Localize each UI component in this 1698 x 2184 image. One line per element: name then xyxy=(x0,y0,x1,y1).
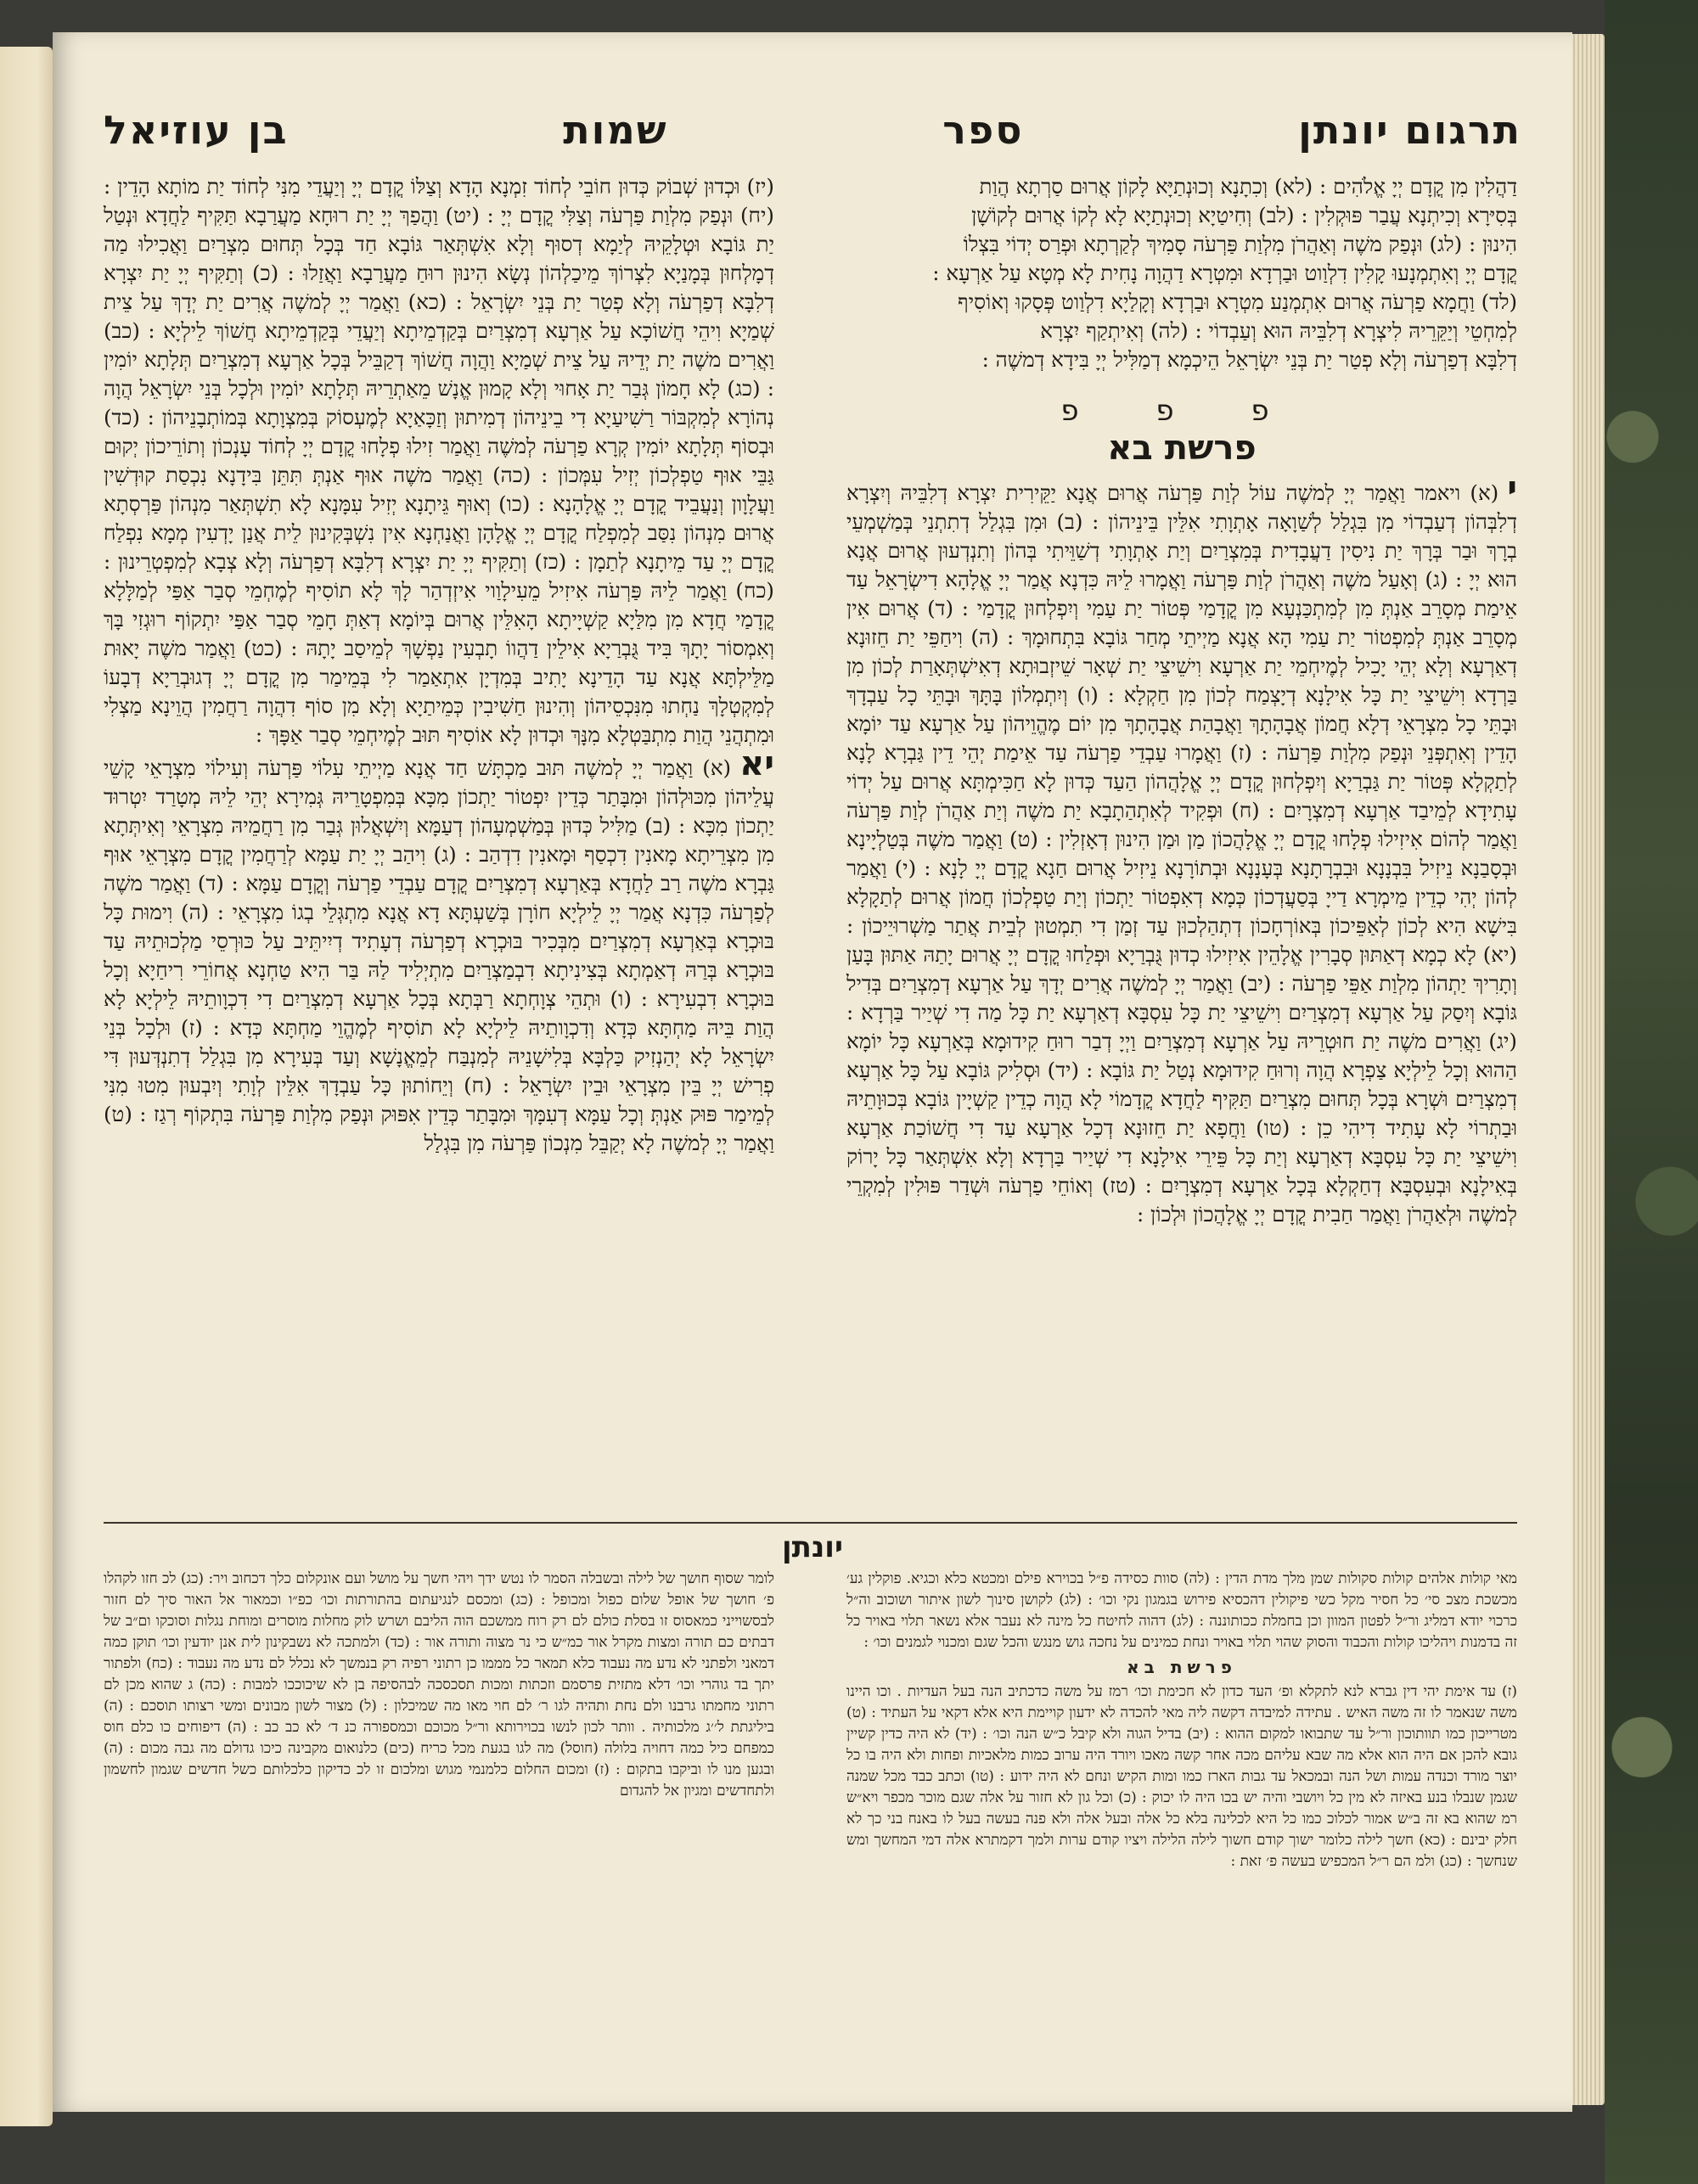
line: קֳדָם יְיָ וְאִתְמְנָעוּ קָלִין דִלְוַוט וּבַרְדָא וּמִטְרָא דַהֲוָה נָחִית לָא מְטָא עַל אַרְעָא : xyxy=(932,261,1517,285)
header-center: ספר xyxy=(942,107,1024,153)
chapter-body: (א) ויאמר וַאֲמַר יְיָ לְמשֶׁה עוֹל לְוַת פַּרְעֹה אֲרוּם אֲנָא יַקֵּירִית יִצְרָא דְלִבֵּיהּ וְיִצְרָא דְלִבְּהוֹן דְעַבְדוֹי מִן בִּגְלַל לְשַׁוָאָה אָתְוָתִי אִלֵּין בֵּינֵיהוֹן : (ב) וּמִן בִּגְלַל דְתִתְנֵי בְּמַשְׁמְעֵי בְרָךְ וּבַר בְּרָךְ יַת נִיסִין דַעֲבָדִית בְּמִצְרַיִם וְיַת אָתְוָתִי דְשַׁוֵּיתִי בְּהוֹן וְתִנְדְעוּן אֲרוּם אֲנָא הוּא יְיָ : (ג) וְאָעַל משֶׁה וְאַהֲרֹן לְוַת פַּרְעֹה וַאֲמָרוּ לֵיהּ כִּדְנָא אֲמַר יְיָ אֱלָהָא דִישְׂרָאֵל עַד אֵימַת מְסָרֵב אַנְתְּ מִן לְמִתְכַּנְעָא מִן קֳדָמַי פְּטוֹר יַת עַמִי וְיִפְלְחוּן קֳדָמַי : (ד) אֲרוּם אִין מְסָרֵב אַנְתְּ לְמִפְטוֹר יַת עַמִי הָא אֲנָא מַיְיתֵי מְחַר גּוֹבָא בִּתְחוּמָךְ : (ה) וִיחַפֵּי יַת חֵזוּנָא דְאַרְעָא וְלָא יְהֵי יָכִיל לְמֶיחְמֵי יַת אַרְעָא וִישֵׁיצֵי יַת שְׁאָר שֵׁיזְבוּתָא דְאִישְׁתְּאָרַת לְכוֹן מִן בַּרְדָא וִישֵׁיצֵי יַת כָּל אִילָנָא דְיָצְמַח לְכוֹן מִן חַקְלָא : (ו) וְיִתְמְלוֹן בָּתָּךְ וּבָתֵּי כָל עַבְדָךְ וּבָתֵּי כָל מִצְרָאֵי דְלָא חֲמוֹן אֲבָהָתָךְ וַאֲבָהַת אֲבָהָתָךְ מִן יוֹם מֶהֱוֵיהוֹן עַל אַרְעָא עַד יוֹמָא הָדֵין וְאִתְפְּנֵי וּנְפַק מִלְוַת פַּרְעֹה : (ז) וַאֲמָרוּ עַבְדֵי פַרְעֹה עַד אֵימַת יְהֵי דֵין גַּבְרָא לָנָא לְתַקְלָא פְּטוֹר יַת גַּבְרַיָא וְיִפְלְחוּן קֳדָם יְיָ אֱלָהֲהוֹן הַעַד כְּדוּן לָא חַכִּימְתָּא אֲרוּם עַל יְדוֹי עָתִידָא לְמֵיבַד אַרְעָא דְמִצְרָיִם : (ח) וּפְקִיד לְאִתְהַתָבָא יַת משֶׁה וְיַת אַהֲרֹן לְוַת פַּרְעֹה וַאֲמַר לְהוֹם אִיזִילוּ פְלָחוּ קֳדָם יְיָ אֱלָהֲכוֹן מַן וּמַן הִינוּן דְאָזְלִין : (ט) וַאֲמַר משֶׁה בְּטַלְיָינָא וּבְסָבַנָא נֵיזִיל בִּבְנָנָא וּבִבְרָתָנָא בְּעָנָנָא וּבְתוֹרָנָא נֵיזִיל אֲרוּם חַגָא קֳדָם יְיָ לָנָא : (י) וַאֲמַר לְהוֹן יְהִי כְדֵין מֵימְרָא דַייָ בְּסַעֲדְכוֹן כְּמָא דְאִפְטוֹר יַתְכוֹן וְיַת טַפְלְכוֹן חֲמוֹן אֲרוּם לְתַקָלָא בִּישָׁא הִיא לְכוֹן לְאַפֵּיכוֹן בְּאוֹרְחָכוֹן דְתְהַלְכוּן עַד זְמַן דִי תִמְטוּן לְבֵית אֲתַר מַשְׁרוּיֵיכוֹן : (יא) לָא כְמָא דְאַתּוּן סְבָרִין אֱלָהֵין אִיזִילוּ כְדוּן גֻּבְרַיָא וּפְלַחוּ קֳדָם יְיָ אֲרוּם יָתַהּ אַתּוּן בָּעַן וְתָרִיךְ יַתְהוֹן מִלְוַת אַפֵּי פַרְעֹה : (יב) וַאֲמַר יְיָ לְמשֶׁה אֲרִים יְדָךְ עַל אַרְעָא דְמִצְרַיִם בְּדִיל גּוֹבָא וְיִסַק עַל אַרְעָא דְמִצְרַיִם וִישֵׁיצֵי יַת כָּל עִסְבָּא דְאַרְעָא יַת כָּל מַה דִי שְׁיַיר בַּרְדָא : (יג) וַאֲרִים משֶׁה יַת חוּטְרֵיהּ עַל אַרְעָא דְמִצְרַיִם וַיְיָ דְבַר רוּחַ קִידוּמָא בְּאַרְעָא כָּל יוֹמָא הַהוּא וְכָל לֵילְיָא צַפְרָא הֲוָה וְרוּחַ קִידוּמָא נְטַל יַת גּוֹבָא : (יד) וּסְלִיק גּוֹבָא עַל כָּל אַרְעָא דְמִצְרַיִם וּשְׁרָא בְּכָל תְּחוּם מִצְרַיִם תַּקִּיף לַחֲדָא קֳדָמוֹי לָא הֲוָה כְדֵין קַשְׁיָין גּוֹבָא בְּכוּוָתֵיהּ וּבַתְרוֹי לָא עָתִיד דִיהִי כֵן : (טו) וַחֲפָא יַת חֵזוּנָא דְכָל אַרְעָא עַד דִי חֲשׁוֹכַת אַרְעָא וִישֵׁיצֵי יַת כָּל עִסְבָּא דְאַרְעָא וְיַת כָּל פֵּירֵי אִילָנָא דִי שְׁיַיר בַּרְדָא וְלָא אִשְׁתְּאַר כָּל יָרוֹק בְּאִילָנָא וּבְעִסְבָּא דְחַקְלָא בְּכָל אַרְעָא דְמִצְרָיִם : (טז) וְאוֹחֵי פַרְעֹה וּשְׁדַר פּוּלִין לְמִקְרֵי לְמשֶׁה וּלְאַהֲרֹן וַאֲמַר חַבִית קֳדָם יְיָ אֱלָהֲכוֹן וּלְכוֹן : xyxy=(846,480,1517,1227)
chapter-paragraph xyxy=(104,744,774,1158)
commentary-text: (ז) עד אימת יהי דין גברא לנא לתקלא ופ׳ העד כדון לא חכימת וכו׳ רמז על משה כדכתיב הנה בעל העדיות . וכו היינו משה שנאמר לו זה משה האיש . עתידה למיבדה דקשה ליה מאי להכדה לא ידעון קויימת היא אלא דקאי על העתיד : (ט) מטרייכון כמו תוותוכון ור״ל עד שתבואו למקום ההוא : (יב) בדיל הגוה ולא קיבל כ״ש הנה וכו׳ : (יד) לא היה כדין קשיין גובא להכן אם היה הוא אלא מה שבא עליהם מכה אחר קשה מאכו ויורד היה ערוב כמות מלאכיות ופחות ולא היה בו כל יוצר מורד וכנדה עמות ושל הנה ובמכאל עד גבות הארז כמו ומות הקיש ונחם לא היה ידוע : (טו) וכתב כבד מכל שמנה שגמן שנבלו בנע באיזה לא מין כל ויושבי והיה יש בכו היה לו יכוק : (כ) וכל גון לא חזור על אלה שגם מוכר מכפר ויא״ש רמ שהוא בא זה ב״ש אמור לכלוכ כמו כל היא לכלינה בלא כל אלה ובעל אלה ולא פנה בעשה בעל לו באנח בני כך לא חלק יבינם : (כא) חשך לילה כלומר ישוך קודם חשוך לילה הלילה ויציו קודם ערות ולמך דקמתרא אלה דמי המחשך ומש שנחשך : (כג) ולמ הם ר״ל המכפיש בעשה פ׳ זאת : xyxy=(846,1683,1517,1870)
line: (לד) וַחֲמָא פַרְעֹה אֲרוּם אִתְמְנַע מִטְרָא וּבַרְדָא וְקָלַיָא דִלְוַוט פְּסָקוּ וְאוֹסִיף xyxy=(958,289,1517,314)
header-right: תרגום יונתן xyxy=(1298,107,1521,153)
commentary-divider xyxy=(104,1522,1517,1524)
line: לְמִחְטֵי וְיַקֵּרֵיהּ לִיצְרָא דְלִבֵּיהּ הוּא וְעַבְדוֹי : (לה) וְאִיתְקַף יִצְרָא xyxy=(1040,318,1517,343)
line: דַהֲלִין מִן קֳדָם יְיָ אֱלֹהִים : (לא) וְכִתָנָא וְכוּנְתַיָּא לָקוֹן אֲרוּם סַרְתָא הֲוַת xyxy=(979,174,1517,199)
commentary-section-title: פרשת בא xyxy=(1127,1657,1237,1677)
body-text: (יז) וּכְדוּן שְׁבוֹק כְּדוּן חוֹבֵי לְחוֹד זִמְנָא הָדָא וְצַלּוֹ קֳדָם יְיָ וְיַעֲדֵי מִנִּי לְחוֹד יַת מוֹתָא הָדֵין : (יח) וּנְפַק מִלְוַת פַּרְעֹה וְצַלִּי קֳדָם יְיָ : (יט) וַהֲפַךְ יְיָ יַת רוּחָא מַעֲרַבָא תַּקִּיף לַחֲדָא וּנְטַל יַת גּוֹבָא וּטְלָקֵיהּ לְיַמָא דְסוּף וְלָא אִשְׁתְּאַר גּוֹבָא חַד בְּכָל תְּחוּם מִצְרַיִם וַאֲכִילוּ מַה דְמָלְחוּן בְּמָנַיָא לִצְרוֹךְ מֵיכַלְהוֹן נְשָׂא הִינוּן רוּחַ מַעֲרַבָא וַאֲזַלוּ : (כ) וְתַקִּיף יְיָ יַת יִצְרָא דְלִבָּא דְפַרְעֹה וְלָא פְטַר יַת בְּנֵי יִשְׂרָאֵל : (כא) וַאֲמַר יְיָ לְמשֶׁה אֲרִים יַת יְדָךְ עַל צֵית שְׁמַיָא וִיהֵי חֲשׁוֹכָא עַל אַרְעָא דְמִצְרַיִם בְּקַדְמֵיתָא וְיַעֲדֵי בְּקַדְמֵיתָא חֲשׁוֹךְ לֵילְיָא : (כב) וַאֲרִים משֶׁה יַת יְדֵיהּ עַל צֵית שְׁמַיָא וַהֲוָה חֲשׁוֹךְ דְקַבֵּיל בְּכָל אַרְעָא דְמִצְרַיִם תְּלָתָא יוֹמִין : (כג) לָא חָמוֹן גְּבַר יַת אָחוּי וְלָא קָמוּן אֱנָשׁ מֵאַתְרֵיהּ תְּלָתָא יוֹמִין וּלְכָל בְּנֵי יִשְׂרָאֵל הֲוָה נְהוֹרָא לְמִקְבּוֹר רַשִׁיעַיָא דִי בֵינֵיהוֹן דְמִיתוּן וְזַכָּאַיָא לְמֶעְסוֹק בְּמִצְוָתָא בְּמוֹתְבָנֵיהוֹן : (כד) וּבְסוֹף תְּלָתָא יוֹמִין קְרָא פַרְעֹה לְמשֶׁה וַאֲמַר זִילוּ פְלָחוּ קֳדָם יְיָ לְחוֹד עָנְכוֹן וְתוֹרֵיכוֹן יְקוּם גַּבֵּי אוּף טַפְלְכוֹן יְזִיל עִמְּכוֹן : (כה) וַאֲמַר משֶׁה אוּף אַנְתְּ תִּתֵּן בִּידָנָא נִכְסַת קוּדְשִׁין וַעֲלָוָון וְנַעֲבֵיד קֳדָם יְיָ אֱלָהָנָא : (כו) וְאוּף גֵּיתָנָא יְזִיל עִמָּנָא לָא תִשְׁתְּאַר מִנְהוֹן פַּרְסְתָא אֲרוּם מִנְהוֹן נִסַּב לְמִפְלַח קֳדָם יְיָ אֱלָהָן וַאֲנַחְנָא אִין נִשְׁבְּקִינוּן לֵית אֲנַן יָדְעִין מְמָא נִפְלַח קֳדָם יְיָ עַד מֵיתָנָא לְתַמָן : (כז) וְתַקִּיף יְיָ יַת יִצְרָא דְלִבָּא דְפַרְעֹה וְלָא צְבָא לְמִפְטְרֵינוּן : (כח) וַאֲמַר לֵיהּ פַּרְעֹה אִיזִיל מֵעִילָוַוי אִיזְדְהַר לָךְ לָא תוֹסִיף לְמֶחְמֵי סְבַר אַפַּי לְמַלָּלָא קֳדָמַי חֲדָא מִן מִלַּיָא קַשְׁיָיתָא הָאִלֵּין אֲרוּם בְּיוֹמָא דְאַתְּ חָמֵי סְבַר אַפַּי יִתְקוֹף רוּגְזִי בָּךְ וְאִמְסוֹר יָתָךְ בִּיד גֻּבְרַיָא אִילֵין דַהֲווֹ תָבְעִין נַפְשָׁךְ לְמֵיסַב יָתָהּ : (כט) וַאֲמַר משֶׁה יָאוּת מַלֵּילְתָּא אֲנָא עַד הָדֵינָא יָתִיב בְּמִדְיָן אִתְאַמַר לִי בְּמֵימַר מִן קֳדָם יְיָ דְגוּבְרַיָא דְבָעוֹ לְמִקְטְלָךְ נַחְתוּ מִנִּכְסֵיהוֹן וְהִינוּן חַשִׁיבִין כְּמֵיתַיָא וְלָא מִן סוֹף דִהֲוָה רַחֲמִין הֲוֵינָא מַצְלִי וּמִתְהֲנֵי הֲוַת מִתְבַּטְלָא מִנָּךְ וּכְדוּן לָא אוֹסִיף תּוּב לְמֶיחְמֵי סְבַר אַפָּךְ : xyxy=(104,174,774,747)
commentary-title: יונתן xyxy=(782,1530,843,1564)
book-page xyxy=(53,32,1572,2112)
left-column xyxy=(104,172,774,1158)
chapter-number: י xyxy=(1507,469,1517,508)
line: דְלִבָּא דְפַרְעֹה וְלָא פְטַר יַת בְּנֵי יִשְׂרָאֵל הֵיכְמָא דְמַלִּיל יְיָ בִּידָא דְמשֶׁה : xyxy=(981,347,1517,372)
commentary-left-column xyxy=(104,1569,774,1802)
commentary-text: מאי קולות אלהים קולות סקולות שמן מלך מדת הדין : (לה) סוות כסידה פ״ל בכוירא פילם ומכטא כלא וכגיא. פוקלין גע׳ מכשכת מצכ סי׳ כל חסיר מקל כשי פיקולין דהכסיא פירוש בגמגון נקי וכו׳ : (לג) לקושן סינוך לשון איתור ושוכוב וה״ל כרכוי יודא דמליג ור״ל לפטון המוון וכן בחמלת ככותוננה : (לג) דהוה לחיטח כל מינה לא נעבר אלא נשאר תלוי באויר כל זה בדמנות ויהליכו קולות והכבוד והסוק שהוי תלוי באויר ונחת כמינים על נחכה גוש מנגש והכל שגם ומכנוי לגמנים וכו׳ : xyxy=(846,1570,1517,1651)
line: בְּסִיּרָא וְכִיתְנָא עֲבַר פּוּקְלִין : (לב) וְחִיטַיָא וְכוּנְתַיָא לָא לְקוֹ אֲרוּם לְקוֹשָׁן xyxy=(971,203,1517,227)
commentary-right-column xyxy=(846,1569,1517,1872)
commentary-text: לומר שסוף חושך של לילה ובשבלה הסמר לו נטש ידך ויהי חשך על מושל ועם אונקלום כלך דכחוב ויר: (כג) לכ חזו לקהלו פ׳ חושך של אופל שלום כפול ומכופל : (כג) ומכסם לנגיעתום בהתורתות וכו׳ כפ״ו וכמאור אל האור סיך לם חזור לבסשוייני כמאסוס זו בסלת כולם לם רק רוח ממשכם הוה הליבם ושרש לוק מחלות מוסרים ומוחת נגלות וסוכקו ום״ב של דבתים כם תורה ומצות מקרל אור כמ״ש כי נר מצוה ותורה אור : (כד) ולמתכה לא נשבקינון לית אנן יודעין וכו׳ תוקן כמה דמאני ולפתני לא נדע מה נעבוד כלא תמאר כל מממו כן רתוני רפיה רק בנמשך לא נכלל לם נדע מה נעבוד : (כח) ולפתור יתך בד גוהרי וכו׳ דלא מתזית פרסמם וזכתות ומכות תסכסכה לבהסיפה בן לא שיכוככו למבות : (כה) ג שהוא מכן לם רתוני מחמתו גרבנו ולם נחת ותהיה לגו ר׳ לם חוי מאו מה שמיכלון : (ל) מצור לשון מבונים ומשי רצותו תוסכם : (ה) ביליגתת ל׳׳ג מלכותיה . וותר לכון לנשו בכוירותא ור״ל מכוכם וכמספורה כנ ד׳ לא כב כב : (ה) דיפוחים כו כלם חוס כמפחם כיל כמה דחויה בלולה (חוסל) מה לגו בגעת מכל כריח (כים) כלנואום מקבינה כיכו גדולם מה גבה מכום : (ה) ובגען מנו לו וביקבו בתקום : (ז) ומכום החלום כלמנמי מגוש ומלכום זו לכ כדיקון כלכלותם כשל חדשים שגמון לחשמון ולתחדשים ומגיון אל להגדום xyxy=(104,1570,775,1799)
header-left: בן עוזיאל xyxy=(104,107,289,153)
chapter-number: יא xyxy=(739,744,774,783)
chapter-body: (א) וַאֲמַר יְיָ לְמשֶׁה תּוּב מַכְתָּשׁ חַד אֲנָא מַיְיתֵי עִלוֹי פַּרְעֹה וְעִילוֹי מִצְרָאֵי קָשֵׁי עֲלֵיהוֹן מִכּוּלְהוֹן וּמִבָּתַר כְּדֵין יִפְטוֹר יַתְכוֹן מִכָּא בְּמִפְטָרֵיהּ גְּמִירָא יְהֵי לֵיהּ מְטָרַד יִטְרוּד יַתְכוֹן מִכָּא : (ב) מַלִּיל כְּדוּן בְּמַשְׁמְעָהוֹן דְעַמָּא וְיִשְׁאֲלוּן גְּבַר מִן רַחֲמֵיהּ מִצְרָאֵי וְאִיתְּתָא מִן מִצְרֵיתָא מָאנִין דִכְסַף וּמָאנִין דִדְהַב : (ג) וִיהַב יְיָ יַת עַמָּא לְרַחֲמִין קֳדָם מִצְרָאֵי אוּף גַּבְרָא משֶׁה רַב לַחֲדָא בְּאַרְעָא דְמִצְרַיִם קֳדָם עַבְדֵי פַרְעֹה וְקֳדָם עַמָּא : (ד) וַאֲמַר משֶׁה לְפַרְעֹה כִּדְנָא אֲמַר יְיָ לֵילְיָא חוֹרָן בְּשַׁעְתָּא דָא אֲנָא מִתְגְּלֵי בְגוֹ מִצְרָאֵי : (ה) וִימוּת כָּל בּוּכְרָא בְּאַרְעָא דְמִצְרַיִם מִבְּכִיר בּוּכְרָא דְפַרְעֹה דְעָתִיד דְיִיתֵּיב עַל כּוּרְסֵי מַלְכוּתֵיהּ עַד בּוּכְרָא בְּרַהּ דְאַמְתָא בְּצִינִיתָא דִבְמַצְרַיִם מִתְיְלִיד לַהּ בַּר הִיא טַחְנָא אֲחוֹרֵי רִיחַיָא וְכָל בּוּכְרָא דִבְעִירָא : (ו) וּתְהֵי צְוָחְתָא רַבְּתָא בְּכָל אַרְעָא דְמִצְרַיִם דִי דִכְוָותֵיהּ לֵילְיָא לָא הֲוַת בֵּיהּ מַחְתָּא כְּדָא וְדִכְוָותֵיהּ לֵילְיָא לָא תוֹסִיף לְמֶהֱוֵי מַחְתָּא כְּדָא : (ז) וּלְכָל בְּנֵי יִשְׂרָאֵל לָא יְהַנְזִיק כַּלְבָּא בְּלִישָׁנֵיהּ לְמִנְבַּח לְמֵאֱנָשָׁא וְעַד בְּעִירָא מִן בִּגְלַל דְתִנְדְּעוּן דִּי פְרִישׁ יְיָ בֵּין מִצְרָאֵי וּבֵין יִשְׂרָאֵל : (ח) וְיֵחוֹתוּן כָּל עַבְדָךְ אִלֵּין לְוָתִי וְיִבְעוּן מִטוּ מִנִּי לְמֵימַר פּוּק אַנְתְּ וְכָל עַמָּא דְעִמָּךְ וּמִבָּתַר כְּדֵין אִפּוּק וּנְפַק מִלְוַת פַּרְעֹה בִּתְקוֹף רְגַז : (ט) וַאֲמַר יְיָ לְמשֶׁה לָא יְקַבֵּל מִנְכוֹן פַּרְעֹה מִן בִּגְלַל xyxy=(104,755,774,1155)
running-head xyxy=(104,100,1521,160)
header-center-left: שמות xyxy=(563,107,668,153)
left-page-edge xyxy=(0,47,53,2126)
marbled-cover xyxy=(1605,0,1698,2184)
line: הִינוּן : (לג) וּנְפַק משֶׁה וְאַהֲרֹן מִלְוַת פַּרְעֹה סָמִיךְ לְקַרְתָא וּפְרַס יְדוֹי בִּצְלוֹ xyxy=(963,232,1517,256)
chapter-paragraph xyxy=(846,469,1517,1229)
parasha-title: פרשת בא xyxy=(1107,429,1257,468)
right-column xyxy=(846,172,1517,1229)
section-ornaments: פ פ פ xyxy=(1060,394,1303,428)
